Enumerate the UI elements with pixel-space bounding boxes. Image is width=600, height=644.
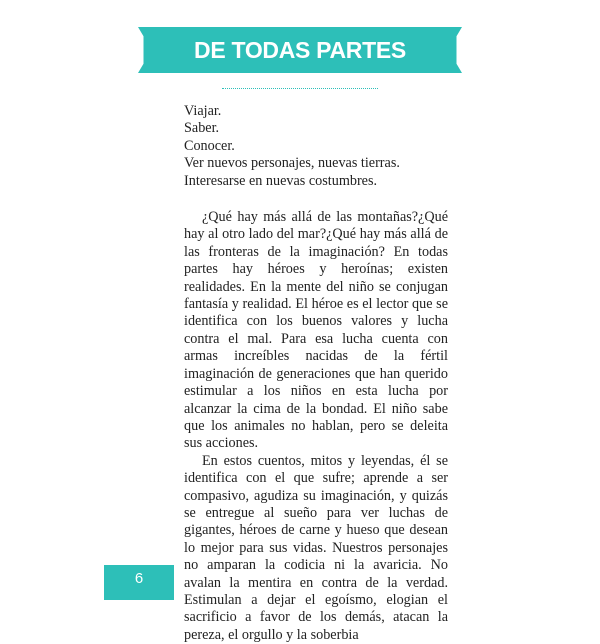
intro-line: Ver nuevos personajes, nuevas tierras. — [184, 155, 400, 172]
page-number-tab — [104, 565, 174, 600]
intro-line: Viajar. — [184, 103, 222, 119]
spacer — [184, 190, 448, 209]
paragraph: ¿Qué hay más allá de las montañas?¿Qué hay al otro lado del mar?¿Qué hay más allá de las fronteras de la imaginación? En todas partes hay héroes y heroínas; existen realidades. En la mente del niño se conjugan fantasía y realidad. El héroe es el lector que se identifica con los buenos valores y lucha contra el mal. Para esa lucha cuenta con armas increíbles nacidas de la fértil imaginación de generaciones que han querido estimular a los niños en esta lucha por alcanzar la cima de la bondad. El niño sabe que los animales no hablan, pero se deleita sus acciones. — [184, 209, 448, 452]
body-text — [184, 103, 448, 644]
page-number: 6 — [134, 570, 144, 587]
intro-line: Saber. — [184, 120, 220, 137]
intro-line: Conocer. — [184, 137, 235, 154]
dotted-divider — [222, 88, 378, 89]
page-title: DE TODAS PARTES — [194, 37, 406, 63]
intro-line: Interesarse en nuevas costumbres. — [184, 172, 378, 189]
title-banner — [138, 27, 462, 73]
paragraph: En estos cuentos, mitos y leyendas, él se identifica con el que sufre; aprende a ser compasivo, agudiza su imaginación, y quizás se entregue al sueño para ver luchas de gigantes, héroes de carne y hueso que desean lo mejor para sus vidas. Nuestros personajes no amparan la codicia ni la avaricia. No avalan la mentira en contra de la verdad. Estimulan a dejar el egoísmo, elogian el sacrificio a favor de los demás, atacan la pereza, el orgullo y la soberbia — [184, 452, 448, 643]
